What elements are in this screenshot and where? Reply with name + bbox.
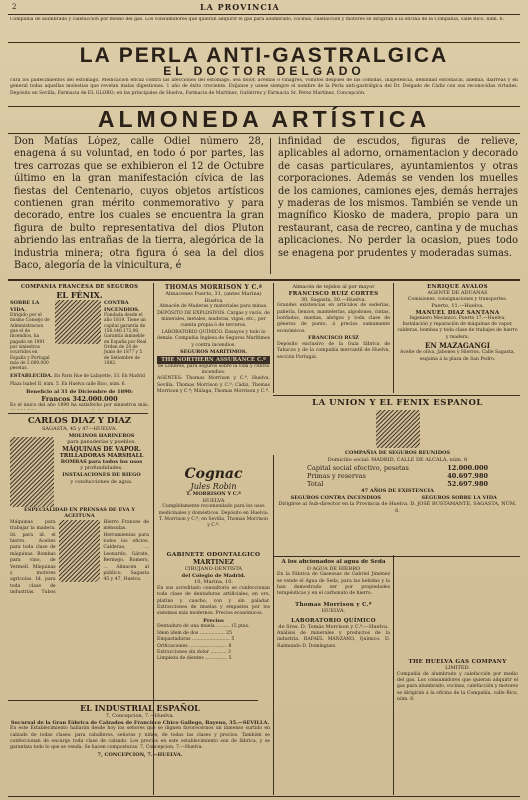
- engine-illustration: [59, 520, 101, 582]
- total-label: Total: [307, 480, 324, 489]
- fenix-bottom-rule: [8, 413, 148, 414]
- industrial-title: EL INDUSTRIAL ESPAÑOL: [80, 703, 200, 713]
- diaz-line: BOMBAS para todos los usos: [60, 458, 143, 465]
- agua-sub: O AGUA DE HIERRO: [306, 565, 361, 572]
- union-sub: COMPAÑIA DE SEGUROS REUNIDOS: [344, 450, 450, 456]
- dental-prices-title: Precios: [203, 617, 224, 624]
- agua-sub2: HUELVA.: [321, 607, 346, 614]
- price-line: Orificaciones .......................... 8: [157, 643, 232, 649]
- union-domicile: Domicilio social: MADRID, CALLE DE ALCALÁ, núm. 8: [327, 456, 468, 463]
- avalos-sale: EN MAZAGANGI: [425, 341, 490, 351]
- avalos-text3: Aceite de oliva, Jabones y Hierros. Calle Sagasta, esquina á la plaza de San Pedro.: [400, 350, 515, 362]
- almoneda-title: ALMONEDA ARTÍSTICA: [97, 106, 431, 132]
- total-value: 52.697.980: [447, 480, 488, 489]
- avalos-text2: Ingeniero Mecánico. Puerto 17.—Huelva. Instalación y reparación de máquinas de vapor, calderas, bombas y toda clase de trabajos de hierro y madera.: [397, 315, 518, 340]
- diaz-name: CARLOS DIAZ Y DIAZ: [27, 416, 132, 426]
- fenix-company: COMPAÑIA FRANCESA DE SEGUROS: [20, 284, 139, 290]
- dental-address: 10, Marina, 10.: [194, 579, 233, 586]
- agua-title: A los aficionados al agua de Seda: [281, 559, 386, 565]
- morrison-text2: LABORATORIO QUÍMICO. Ensayos y todo lo demás. Compañia Inglesa de Seguros Marítimos y contra incendios.: [157, 329, 270, 348]
- bottom-rule: [8, 796, 520, 797]
- almacen-text: Grandes existencias en artículos de sederías, pañería, lienzos, mantelerías, algodones, cintas, bordados, mantas, abrigos y toda clase de géneros de punto, á precios sumamente económicos.: [277, 303, 390, 334]
- dental-ad: [157, 552, 270, 795]
- fenix-date: Beneficio al 31 de Diciembre de 1890:: [26, 388, 133, 395]
- diaz-ad: [10, 416, 149, 596]
- primes-label: Primas y reservas: [307, 472, 366, 481]
- morrison-text1: Almacén de Maderas y materiales para minas. DEPÓSITO DE EXPLOSIVOS. Cargas y vacío, de minerales, metales, maderas, vigas, etc., por cuenta propia ó de terceros.: [157, 304, 270, 329]
- price-line: Dentadura de una muela ......... 15 ptas.: [157, 624, 250, 630]
- diaz-line: TRILLADORAS MARSHALL: [59, 452, 144, 459]
- diaz-line: MOLINOS HARINEROS: [68, 432, 135, 439]
- dental-sub: CIRUJANO-DENTISTA: [184, 566, 243, 572]
- fenix-amount: Francos 342.000.000: [41, 395, 118, 404]
- avalos-address: Puerto, 11.—Huelva.: [431, 303, 484, 309]
- almoneda-left-text: Don Matías López, calle Odiel número 28, enagena á su voluntad, en todo ó por partes, las tres carrozas que se exhibieron el 12 de Octubre último en la gran manifestación cívica de las fiestas del Centenario, cuyos objetos artísticos contienen gran mérito conmemorativo y para decorado, entre los cuales se encuentra la gran figura de bulto representativa del dios Pluton abriendo las entrañas de la tierra, alegórica de la industria minera; otra figura ó sea la del dios Baco, alegoría de la vinicultura, é: [14, 136, 264, 272]
- fenix-left-text: Dirigido por el mismo Consejo de Administracion que el de Incendios, ha pagado en 1891 por siniestros ocurridos en España y Portugal más de 2.000.000 pesetas.: [10, 313, 50, 372]
- diaz-specialty: ESPECIALIDAD EN PRENSAS DE EVA Y ACEITUNA: [24, 506, 135, 520]
- union-fire: SEGUROS CONTRA INCENDIOS: [290, 494, 381, 501]
- alm-title-rule: [8, 133, 520, 134]
- avalos-sub: AGENTE DE ADUANAS: [427, 290, 488, 296]
- diaz-left-text: Máquinas para trabajar la madera. Id. para id. el hierro. Aceites para toda clase de máquinas. Bombas para vino, de Vermell. Máquinas y motores agrícolas. Id. para toda clase de industrias. Tubos: [10, 519, 56, 596]
- perla-subtitle: EL DOCTOR DELGADO: [163, 64, 365, 78]
- phoenix-illustration: [55, 300, 101, 344]
- diaz-address: SAGASTA, 45 y 47—HUELVA.: [41, 426, 118, 432]
- diaz-line: para panaderías y pueblos.: [67, 439, 136, 446]
- section-rule: [8, 279, 520, 281]
- morrison-text3: SEGUROS MARÍTIMOS.: [180, 349, 247, 356]
- fenix-est-label: ESTABLECIDA.: [10, 373, 53, 380]
- diaz-line: MÁQUINAS DE VAPOR.: [62, 445, 141, 453]
- dental-college: del Colegio de Madrid.: [181, 572, 246, 579]
- industrial-address: 7, Concepcion, 7.—Huelva.: [105, 713, 175, 719]
- morrison-text5: AGENTES: Thomas Morrison y C.ª, Huelva. Sevilla, Thomas Morrison y C.ª; Cádiz, Thomas Morrison y C.ª; Málaga, Thomas Morrison y C.ª.: [157, 376, 270, 395]
- union-agent: Dirigirse al Sub-director en la Provincia de Huelva, D. JOSÉ BUSTAMANTE, SAGASTA, NÚM. 6.: [278, 501, 517, 514]
- fenix-body: Es el único del año 1890 ha satisfecho por siniestros más,: [10, 403, 149, 409]
- page-number: 2: [12, 3, 17, 11]
- almacen-title: Almacén de tejidos al por mayor: [292, 284, 375, 290]
- price-line: Limpieza de dientes ............... 5: [157, 656, 232, 662]
- mill-illustration: [10, 437, 54, 507]
- industrial-body: En este Establecimiento hallarán desde hoy los señores que se dignen favorecernos un inmenso surtido en calzado de todas clases: para caballeros, señoras y niños, de todas las clases y precios. También se confeccionan de encargo toda clase de calzado. Los precios en este establecimiento son de fábrica, y se garantiza todo lo que se venda. Se hacen composturas. 7, Concepcion, 7.—Huelva.: [10, 726, 270, 751]
- perla-title: LA PERLA ANTI-GASTRALGICA: [79, 44, 449, 67]
- gas-title: THE HUELVA GAS COMPANY: [408, 659, 507, 665]
- price-line: Extracciones sin dolor ........... 3: [157, 650, 231, 656]
- almacen-name: FRANCISCO RUIZ CORTES: [288, 290, 379, 297]
- top-strip-text: Compañía de alumbrado y calefacción por medio del gas. Los consumidores que quieran adquirir el gas para alumbrado, cocinas, calefacción y motores se dirigirán á la oficina de la Compañía, calle Rico, núm. 6.: [10, 17, 504, 22]
- agua-name: Thomas Morrison y C.ª: [295, 601, 372, 608]
- col-divider-5: [393, 555, 394, 795]
- avalos-text: Comisiones, consignaciones y transportes.: [407, 296, 508, 302]
- price-line: Idem idem de dos ................. 25: [157, 630, 233, 636]
- avalos-title: ENRIQUE ÁVALOS: [427, 284, 488, 290]
- fenix-est-text: En Paris Rue de Lafayette, 33. En Madrid Plaza Isabel II, núm. 5. En Huelva calle Rico, núm. 6.: [10, 374, 145, 388]
- almoneda-right-text: infinidad de escudos, figuras de relieve, aplicables al adorno, ornamentacion y decorado de casas particulares, ayuntamientos y otras corporaciones. Además se venden los muelles de los camiones, camiones ejes, demás herrajes y maderas de los mismos. También se vende un magnífico Kiosko de madera, propio para un restaurant, casa de recreo, cantina y de muchas aplicaciones. No perder la ocasion, pues todo se enagena por prudentes y moderadas sumas.: [278, 136, 518, 259]
- cognac-city: HUELVA: [202, 497, 225, 504]
- dental-name: MARTINEZ: [192, 558, 235, 566]
- avalos-name2: MANUEL DIAZ SANTANA: [415, 309, 500, 316]
- newspaper-title: LA PROVINCIA: [200, 2, 280, 12]
- morrison-title: THOMAS MORRISON Y C.ª: [164, 284, 263, 291]
- union-title: LA UNION Y EL FENIX ESPAÑOL: [312, 398, 483, 408]
- cognac-agent: T. MORRISON Y C.ª: [186, 491, 241, 497]
- diaz-line: y conducciones de agua.: [70, 478, 133, 485]
- gas-sub: LIMITED.: [445, 665, 470, 671]
- price-line: Empastaduras .......................... 5: [157, 637, 235, 643]
- col-divider-4: [273, 455, 274, 795]
- fenix-right-label: CONTRA INCENDIOS.: [104, 300, 140, 313]
- gas-text: Compañía de alumbrado y calefacción por medio del gas. Los consumidores que quieran adquirir el gas para alumbrado, cocinas, calefacción y motores se dirigirán á la oficina de la Compañía, calle Rico, núm. 6.: [397, 671, 518, 703]
- lab-text: Análisis de minerales y productos de la industria. RAFAEL MANZANO, Químico. D. Raimundo D. Domínguez.: [277, 631, 390, 649]
- cognac-title: Cognac: [184, 466, 243, 482]
- almoneda-divider: [270, 138, 271, 274]
- ticket-top-rule: [273, 556, 520, 557]
- diaz-right-text: Hierro Frances de ménsulas. Herramientas para todos los oficios. Calderas, ... Leonardo, Gárate, Bermejo, Romero, ... Almacen al público. Sagasta 45 y 47, Huelva.: [103, 519, 149, 583]
- cognac-text: Cumplidamente recomendado para los usos medicinales y domésticos. Depósito en Huelva: T. Morrison y C.ª; en Sevilla, Thomas Morrison y C.ª.: [158, 504, 269, 529]
- agua-text: En la Fábrica de Gaseosas de Gabriel Jiménez se vende el Agua de Seda, para las bebidas y la han demostrado ser por propiedades terapéuticas y en el carbonato de hierro.: [277, 572, 390, 597]
- morrison-sub: Almacenes Puerto, 31, (antes Marina) Huelva: [165, 291, 262, 304]
- cognac-sub: Jules Robin: [190, 482, 237, 491]
- lab-sub: de Sres. D. Tomás Morrison y C.ª.—Huelva.: [278, 624, 389, 631]
- primes-value: 40.697.980: [447, 472, 488, 481]
- perla-body: cura los padecimientos del estómago. Medicación eficaz contra las afecciones del estómago, sea dolor, acedías ó vinagres, vómitos después de las comidas, inapetencia, debilidad estomacal, anemia, diarreas y en general todas aquellas molestias que revelan malas digestiones. 1 año de éxito creciente. Exíjanse y usese siempre el nombre de la Perla anti-gastrálgica del Dr. Delgado de Cádiz con sus reconocidas virtudes. Depósito en Sevilla, Farmacia de EL GLOBO; en las principales de Huelva, Farmacia de Martínez, Gutiérrez y Farmacia Sr. Pérez Martínez, Concepción.: [10, 78, 518, 96]
- diaz-line: INSTALACIONES DE RIEGO: [62, 471, 141, 478]
- morrison-insurer: THE NORTHERN ASSURANCE C.º: [157, 356, 270, 364]
- fenix-right-text: Fundada desde el año 1819. Tiene un capital garantía de 156.140.172,00. Garantía inmueble en España por Real Orden de 28 de Junio de 1877 y 5 de Setiembre de 1882.: [104, 313, 147, 366]
- dental-text: En sus acreditado consultorio se confeccionan toda clase de dentaduras artificiales, en oro, platino y caucho, con y sin paladar. Extracciones de muelas y empastes por los sistemas más modernos. Precios económicos.: [157, 585, 270, 617]
- industrial-sub: Sucursal de la Gran Fábrica de Calzados de Francisco Chico Gallego, Bayeno, 35.—SEVILLA.: [10, 719, 270, 726]
- almacen-text2: Depósito exclusivo de la Guía fábrica de Tabacos y de la compañía mercantil de Huelva, sección Portugal.: [277, 341, 390, 360]
- fenix-ad: [10, 284, 149, 410]
- union-top-rule: [273, 395, 520, 396]
- capital-value: 12.000.000: [447, 464, 488, 473]
- fenix-left-label: SOBRE LA VIDA.: [10, 300, 40, 313]
- industrial-footer: 7, CONCEPCION, 7.—HUELVA.: [97, 751, 183, 758]
- col-divider-2: [273, 283, 274, 393]
- perla-top-rule: [8, 42, 520, 43]
- almacen-ad: [277, 284, 390, 392]
- eagle-emblem: [376, 410, 420, 448]
- union-years: 47 AÑOS DE EXISTENCIA: [361, 488, 434, 495]
- morrison-ad: [157, 284, 270, 464]
- capital-label: Capital social efectivo, pesetas: [307, 464, 409, 473]
- avalos-ad: [397, 284, 518, 392]
- agua-ad: [277, 559, 390, 795]
- gas-ad: [397, 559, 518, 795]
- fenix-name: EL FÉNIX.: [56, 290, 103, 300]
- diaz-line: y profundidades.: [80, 465, 123, 472]
- union-ad: [277, 398, 518, 554]
- lab-title: LABORATORIO QUÍMICO: [291, 618, 376, 625]
- morrison-text4: de Londres, para seguros sobre la vida y contra incendios.: [157, 363, 270, 376]
- almacen-sale: FRANCISCO RUIZ: [308, 335, 359, 342]
- almacen-address: 30, Sagasta, 30.—Huelva.: [300, 296, 367, 303]
- top-rule: [8, 14, 520, 15]
- union-life: SEGUROS SOBRE LA VIDA: [421, 494, 497, 501]
- cognac-ad: [157, 466, 270, 548]
- dental-title: GABINETE ODONTALGICO: [166, 552, 261, 558]
- col-divider-3: [393, 283, 394, 393]
